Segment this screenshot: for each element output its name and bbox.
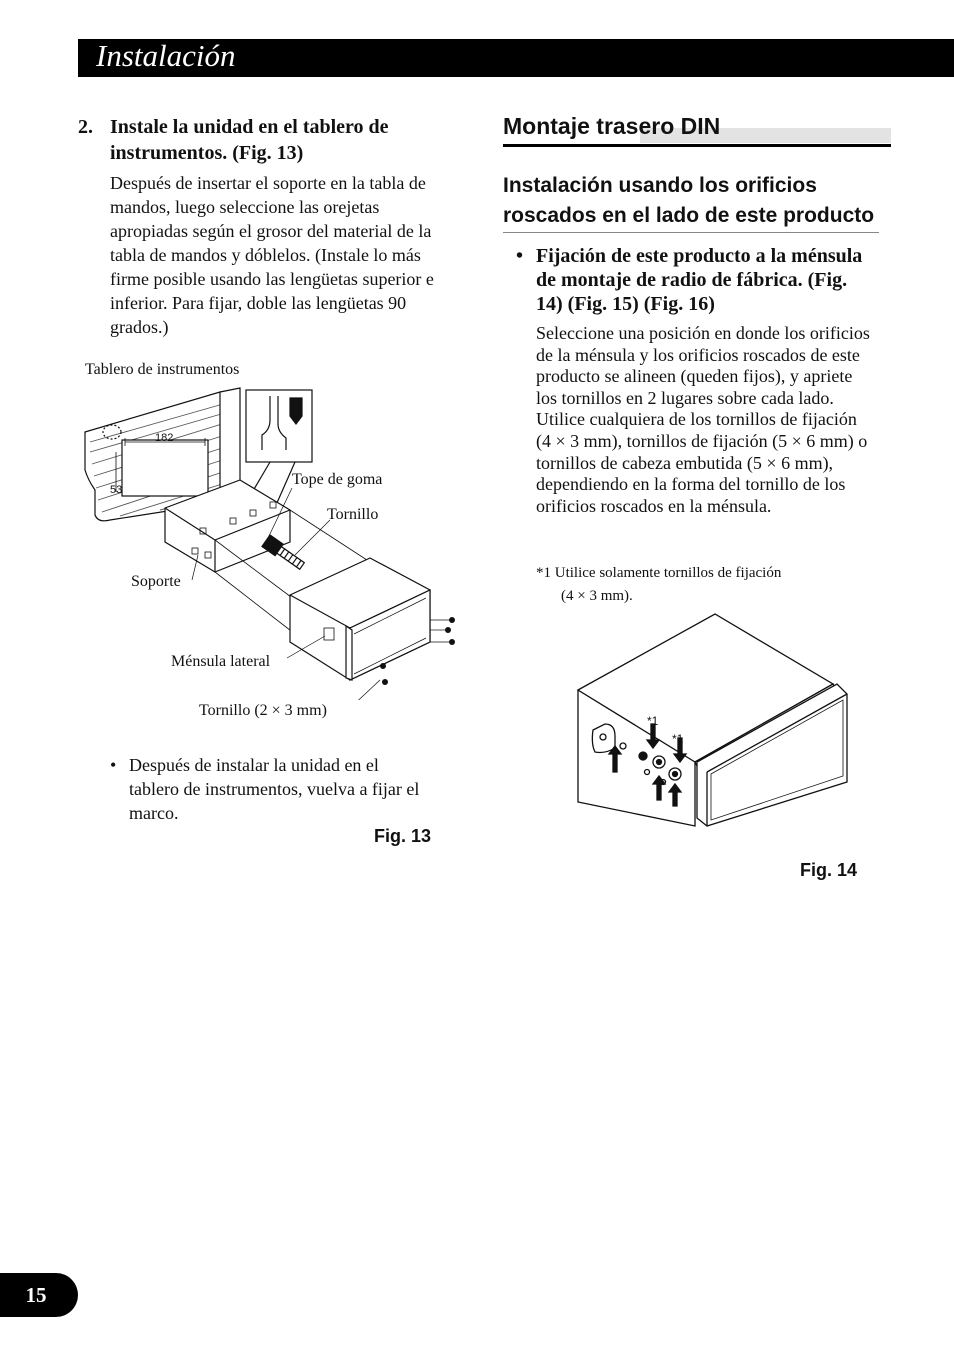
- bullet-dot: •: [516, 245, 524, 267]
- step-title: Instale la unidad en el tablero de instrumentos. (Fig. 13): [110, 116, 389, 164]
- callout-sleeve: Soporte: [131, 573, 181, 590]
- fig13-label: Fig. 13: [374, 826, 432, 846]
- fig14-label: Fig. 14: [800, 860, 858, 880]
- marker-1b: *1: [672, 732, 684, 746]
- subsection-rule: [503, 232, 879, 233]
- callout-dashboard: Tablero de instrumentos: [85, 361, 240, 378]
- fig13-illustration: [80, 380, 470, 700]
- dim-height: 53: [110, 484, 123, 496]
- page-title: Instalación: [96, 38, 236, 73]
- callout-small-screw: Tornillo (2 × 3 mm): [199, 702, 327, 719]
- section-title: Montaje trasero DIN: [503, 113, 721, 139]
- bullet-body: Seleccione una posición en donde los orificios de la ménsula y los orificios roscados de este producto se alineen (queden fijos), y apriete los tornillos en 2 lugares sobre cada lado. Utilice cualquiera de los tornillos de fijación (4 × 3 mm), tornillos de fijación (5 × 6 mm) o tornillos de cabeza embutida (5 × 6 mm), dependiendo en la forma del tornillo de los orificios roscados en la ménsula.: [536, 323, 870, 516]
- callout-side-bracket: Ménsula lateral: [171, 653, 271, 670]
- fig14-illustration: [575, 612, 870, 832]
- dim-width: 182: [155, 432, 174, 444]
- footnote-line-1: *1 Utilice solamente tornillos de fijación: [536, 565, 782, 581]
- marker-1a: *1: [647, 714, 659, 728]
- step-body: Después de insertar el soporte en la tabla de mandos, luego seleccione las orejetas apropiadas según el grosor del material de la tabla de mandos y dóblelos. (Instale lo más firme posible usando las lengüetas superior e inferior. Para fijar, doble las lengüetas 90 grados.): [110, 173, 434, 337]
- page-number: 15: [25, 1283, 47, 1307]
- callout-rubber-stop: Tope de goma: [292, 471, 383, 488]
- section-rule: [503, 144, 891, 147]
- footnote-line-2: (4 × 3 mm).: [561, 588, 633, 604]
- bullet-title: Fijación de este producto a la ménsula de montaje de radio de fábrica. (Fig. 14) (Fig. 15) (Fig. 16): [536, 245, 863, 315]
- subsection-title: Instalación usando los orificios roscados en el lado de este producto: [503, 174, 875, 227]
- bullet-dot: •: [110, 755, 117, 775]
- after-install-text: Después de instalar la unidad en el tablero de instrumentos, vuelva a fijar el marco.: [129, 755, 420, 823]
- callout-screw: Tornillo: [327, 506, 379, 523]
- step-number: 2.: [78, 116, 93, 138]
